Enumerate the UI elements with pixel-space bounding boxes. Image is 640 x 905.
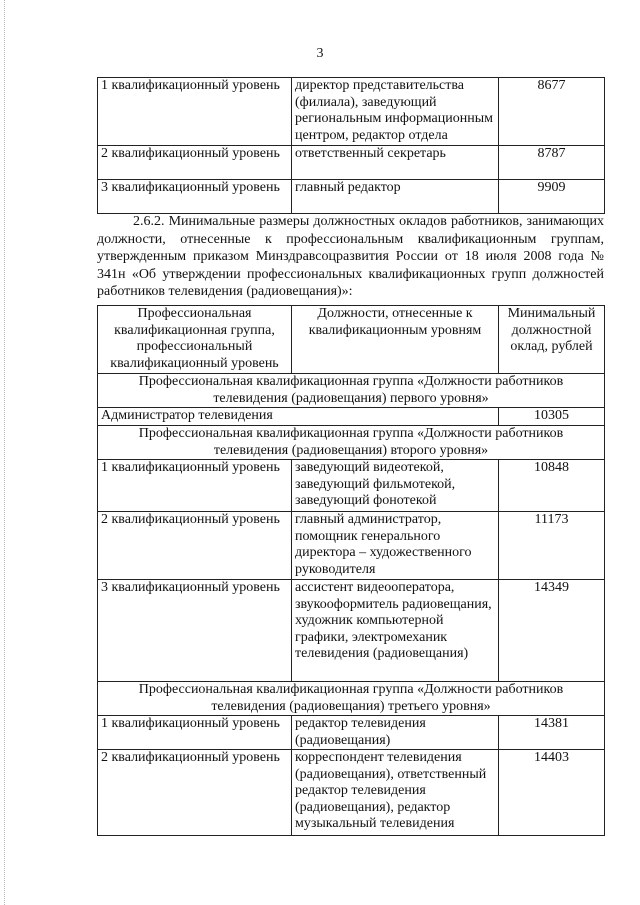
tv-radio-salary-table xyxy=(97,305,605,836)
salary-cell: 9909 xyxy=(499,180,605,214)
positions-cell: главный администратор, помощник генерального директора – художественного руководителя xyxy=(292,512,499,580)
salary-cell: 14403 xyxy=(499,750,605,836)
qualification-level-cell: 1 квалификационный уровень xyxy=(98,460,292,512)
salary-cell: 14349 xyxy=(499,580,605,682)
salary-cell: 10305 xyxy=(499,408,605,426)
group-header-row xyxy=(98,682,605,716)
clause-text: 2.6.2. Минимальные размеры должностных окладов работников, занимающих должности, отнесенные к профессиональным квалификационным группам, утвержденным приказом Минздравсоцразвития России от 18 июля 2008 года № 341н «Об утверждении профессиональных квалификационных групп должностей работников телевидения (радиовещания)»: xyxy=(97,214,604,299)
qualification-level-cell: 1 квалификационный уровень xyxy=(98,78,292,146)
table-row xyxy=(98,408,605,426)
table-row xyxy=(98,716,605,750)
positions-cell: главный редактор xyxy=(292,180,499,214)
qualification-level-cell: 1 квалификационный уровень xyxy=(98,716,292,750)
salary-cell: 14381 xyxy=(499,716,605,750)
table-row xyxy=(98,78,605,146)
positions-cell: корреспондент телевидения (радиовещания), ответственный редактор телевидения (радиовещания), редактор музыкальный телевидения xyxy=(292,750,499,836)
salary-table-continued xyxy=(97,77,605,214)
positions-cell: ответственный секретарь xyxy=(292,146,499,180)
table-row xyxy=(98,180,605,214)
table-row xyxy=(98,512,605,580)
table-row xyxy=(98,580,605,682)
header-positions: Должности, отнесенные к квалификационным уровням xyxy=(292,306,499,374)
qualification-level-cell: 2 квалификационный уровень xyxy=(98,750,292,836)
binding-margin-dots xyxy=(4,0,5,905)
position-cell: Администратор телевидения xyxy=(98,408,499,426)
salary-cell: 8677 xyxy=(499,78,605,146)
qualification-level-cell: 3 квалификационный уровень xyxy=(98,580,292,682)
clause-paragraph xyxy=(97,213,604,301)
page-number: 3 xyxy=(316,46,324,61)
group-title-third-level: Профессиональная квалификационная группа «Должности работников телевидения (радиовещания) третьего уровня» xyxy=(98,682,605,716)
group-header-row xyxy=(98,374,605,408)
header-min-salary: Минимальный должностной оклад, рублей xyxy=(499,306,605,374)
salary-cell: 10848 xyxy=(499,460,605,512)
table-row xyxy=(98,460,605,512)
positions-cell: редактор телевидения (радиовещания) xyxy=(292,716,499,750)
table-header-row xyxy=(98,306,605,374)
table-row xyxy=(98,750,605,836)
qualification-level-cell: 2 квалификационный уровень xyxy=(98,512,292,580)
positions-cell: ассистент видеооператора, звукооформитель радиовещания, художник компьютерной графики, электромеханик телевидения (радиовещания) xyxy=(292,580,499,682)
group-title-second-level: Профессиональная квалификационная группа «Должности работников телевидения (радиовещания) второго уровня» xyxy=(98,426,605,460)
qualification-level-cell: 2 квалификационный уровень xyxy=(98,146,292,180)
group-header-row xyxy=(98,426,605,460)
header-qualification-group: Профессиональная квалификационная группа, профессиональный квалификационный уровень xyxy=(98,306,292,374)
positions-cell: заведующий видеотекой, заведующий фильмотекой, заведующий фонотекой xyxy=(292,460,499,512)
positions-cell: директор представительства (филиала), заведующий региональным информационным центром, редактор отдела xyxy=(292,78,499,146)
salary-cell: 8787 xyxy=(499,146,605,180)
group-title-first-level: Профессиональная квалификационная группа «Должности работников телевидения (радиовещания) первого уровня» xyxy=(98,374,605,408)
qualification-level-cell: 3 квалификационный уровень xyxy=(98,180,292,214)
table-row xyxy=(98,146,605,180)
salary-cell: 11173 xyxy=(499,512,605,580)
